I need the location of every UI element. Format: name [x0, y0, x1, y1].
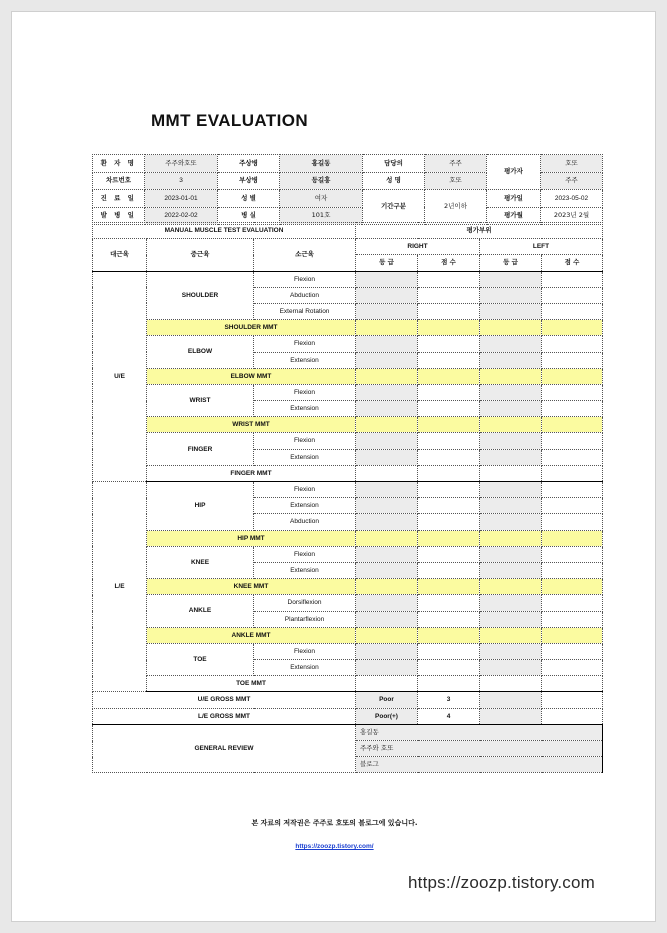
cell-left-grade[interactable]: [480, 320, 542, 336]
cell-left-score[interactable]: [542, 465, 603, 481]
label-period-type: 기간구분: [363, 190, 425, 225]
muscle-summary-label: ELBOW MMT: [147, 368, 356, 384]
table-row: [93, 546, 603, 562]
value-evaluator-sub: 주주: [541, 172, 603, 190]
motion-name: Extension: [254, 562, 356, 578]
col-head-right: RIGHT: [356, 239, 480, 255]
cell-left-score[interactable]: [542, 401, 603, 417]
motion-name: Extension: [254, 352, 356, 368]
muscle-summary-label: KNEE MMT: [147, 579, 356, 595]
cell-right-score[interactable]: [418, 336, 480, 352]
cell-right-grade[interactable]: [356, 579, 418, 595]
cell-left-score[interactable]: [542, 627, 603, 643]
cell-left-score[interactable]: [542, 579, 603, 595]
motion-name: Extension: [254, 449, 356, 465]
muscle-name: TOE: [147, 643, 254, 675]
cell-right-score[interactable]: [418, 449, 480, 465]
cell-left-grade[interactable]: [480, 498, 542, 514]
label-eval-period: 평가월: [487, 207, 541, 225]
cell-left-grade[interactable]: [480, 546, 542, 562]
cell-left-grade[interactable]: [480, 352, 542, 368]
cell-right-grade[interactable]: [356, 643, 418, 659]
cell-right-score[interactable]: [418, 320, 480, 336]
motion-name: Abduction: [254, 514, 356, 530]
cell-right-grade[interactable]: [356, 627, 418, 643]
watermark-url: https://zoozp.tistory.com: [408, 873, 596, 892]
label-sub-diagnosis: 부상병: [218, 172, 280, 190]
cell-right-grade[interactable]: [356, 368, 418, 384]
cell-left-grade[interactable]: [480, 530, 542, 546]
cell-right-score[interactable]: [418, 660, 480, 676]
cell-right-grade[interactable]: [356, 514, 418, 530]
value-chart-number: 3: [145, 172, 218, 190]
table-row: [93, 676, 603, 692]
blog-link[interactable]: https://zoozp.tistory.com/: [295, 843, 374, 850]
label-eval-date: 평가일: [487, 190, 541, 208]
table-row: [93, 384, 603, 400]
motion-name: Flexion: [254, 482, 356, 498]
cell-right-score[interactable]: [418, 384, 480, 400]
cell-right-grade[interactable]: [356, 530, 418, 546]
muscle-summary-label: HIP MMT: [147, 530, 356, 546]
cell-left-grade[interactable]: [480, 287, 542, 303]
cell-right-grade[interactable]: [356, 384, 418, 400]
table-row: [93, 417, 603, 433]
cell-right-grade[interactable]: [356, 611, 418, 627]
cell-left-grade[interactable]: [480, 465, 542, 481]
value-period-type: 2년이하: [425, 190, 487, 225]
cell-left-score[interactable]: [542, 320, 603, 336]
cell-left-score[interactable]: [542, 417, 603, 433]
cell-left-score[interactable]: [542, 384, 603, 400]
cell-left-score[interactable]: [542, 643, 603, 659]
cell-right-grade[interactable]: [356, 465, 418, 481]
cell-left-grade[interactable]: [480, 595, 542, 611]
motion-name: Flexion: [254, 546, 356, 562]
value-sex: 여자: [280, 190, 363, 208]
cell-left-grade[interactable]: [480, 433, 542, 449]
table-row: [93, 368, 603, 384]
cell-right-score[interactable]: [418, 579, 480, 595]
cell-left-grade[interactable]: [480, 271, 542, 287]
cell-left-grade[interactable]: [480, 660, 542, 676]
cell-left-score[interactable]: [542, 530, 603, 546]
cell-left-score[interactable]: [542, 595, 603, 611]
col-head-right-grade: 등 급: [356, 255, 418, 271]
general-review-line[interactable]: 주주와 호또: [356, 741, 603, 757]
cell-right-score[interactable]: [418, 498, 480, 514]
gross-mmt-score[interactable]: 4: [418, 708, 480, 724]
cell-right-grade[interactable]: [356, 271, 418, 287]
table-row: [93, 627, 603, 643]
cell-right-grade[interactable]: [356, 595, 418, 611]
cell-left-score[interactable]: [542, 660, 603, 676]
cell-left-score[interactable]: [542, 498, 603, 514]
cell-right-score[interactable]: [418, 611, 480, 627]
table-row: [93, 724, 603, 740]
mmt-evaluation-table: [92, 222, 603, 773]
motion-name: Extension: [254, 498, 356, 514]
cell-left-grade[interactable]: [480, 384, 542, 400]
cell-left-score[interactable]: [542, 352, 603, 368]
table-row: [93, 239, 603, 255]
cell-right-grade[interactable]: [356, 449, 418, 465]
motion-name: Abduction: [254, 287, 356, 303]
cell-right-score[interactable]: [418, 401, 480, 417]
cell-right-grade[interactable]: [356, 303, 418, 319]
value-patient-name: 주주와호또: [145, 155, 218, 173]
gross-mmt-label: L/E GROSS MMT: [93, 708, 356, 724]
cell-right-grade[interactable]: [356, 546, 418, 562]
table-row: [93, 595, 603, 611]
table-row: [93, 643, 603, 659]
cell-left-score[interactable]: [542, 287, 603, 303]
muscle-name: KNEE: [147, 546, 254, 578]
general-review-line[interactable]: 홍길동: [356, 724, 603, 740]
table-row: [93, 320, 603, 336]
cell-right-grade[interactable]: [356, 482, 418, 498]
table-row: [93, 271, 603, 287]
muscle-summary-label: FINGER MMT: [147, 465, 356, 481]
table-row: [93, 223, 603, 239]
cell-left-grade[interactable]: [480, 303, 542, 319]
cell-right-score[interactable]: [418, 465, 480, 481]
label-chart-number: 차트번호: [93, 172, 145, 190]
label-patient-name: 환 자 명: [93, 155, 145, 173]
cell-left-grade[interactable]: [480, 514, 542, 530]
cell-left-score[interactable]: [542, 433, 603, 449]
col-head-minor: 소근육: [254, 239, 356, 271]
motion-name: Extension: [254, 401, 356, 417]
gross-mmt-grade-left[interactable]: [480, 708, 542, 724]
label-sex: 성 별: [218, 190, 280, 208]
table-row: [93, 155, 603, 173]
cell-right-grade[interactable]: [356, 433, 418, 449]
col-head-major: 대근육: [93, 239, 147, 271]
col-head-left-score: 점 수: [542, 255, 603, 271]
muscle-name: WRIST: [147, 384, 254, 416]
general-review-line[interactable]: 블로그: [356, 757, 603, 773]
copyright-note: 본 자료의 저작권은 주주로 호또의 블로그에 있습니다.: [251, 819, 418, 827]
col-head-left: LEFT: [480, 239, 603, 255]
cell-right-score[interactable]: [418, 303, 480, 319]
table-row: [93, 336, 603, 352]
cell-left-grade[interactable]: [480, 336, 542, 352]
motion-name: Flexion: [254, 643, 356, 659]
motion-name: Flexion: [254, 384, 356, 400]
cell-right-score[interactable]: [418, 514, 480, 530]
cell-left-score[interactable]: [542, 303, 603, 319]
gross-mmt-score-left[interactable]: [542, 692, 603, 708]
label-onset-date: 발 병 일: [93, 207, 145, 225]
cell-right-score[interactable]: [418, 287, 480, 303]
cell-right-grade[interactable]: [356, 352, 418, 368]
cell-right-grade[interactable]: [356, 336, 418, 352]
cell-right-grade[interactable]: [356, 676, 418, 692]
cell-left-grade[interactable]: [480, 579, 542, 595]
cell-left-grade[interactable]: [480, 368, 542, 384]
muscle-name: ANKLE: [147, 595, 254, 627]
cell-right-score[interactable]: [418, 271, 480, 287]
muscle-name: ELBOW: [147, 336, 254, 368]
label-visit-date: 진 료 일: [93, 190, 145, 208]
cell-left-score[interactable]: [542, 368, 603, 384]
document-page: [11, 11, 656, 922]
cell-right-grade[interactable]: [356, 417, 418, 433]
motion-name: External Rotation: [254, 303, 356, 319]
col-head-right-score: 점 수: [418, 255, 480, 271]
table-row: [93, 708, 603, 724]
cell-right-grade[interactable]: [356, 320, 418, 336]
cell-right-score[interactable]: [418, 352, 480, 368]
gross-mmt-grade-left[interactable]: [480, 692, 542, 708]
cell-right-score[interactable]: [418, 368, 480, 384]
value-eval-date: 2023-05-02: [541, 190, 603, 208]
label-main-diagnosis: 주상병: [218, 155, 280, 173]
cell-left-score[interactable]: [542, 546, 603, 562]
cell-left-grade[interactable]: [480, 482, 542, 498]
cell-left-score[interactable]: [542, 676, 603, 692]
cell-left-score[interactable]: [542, 514, 603, 530]
cell-left-score[interactable]: [542, 449, 603, 465]
value-doctor: 주주: [425, 155, 487, 173]
table-row: [93, 530, 603, 546]
value-visit-date: 2023-01-01: [145, 190, 218, 208]
cell-right-score[interactable]: [418, 595, 480, 611]
region-label-le: [93, 482, 147, 692]
mmt-region-title: 평가부위: [356, 223, 603, 239]
value-evaluator: 호또: [541, 155, 603, 173]
cell-right-grade[interactable]: [356, 660, 418, 676]
patient-info-table: [92, 154, 603, 225]
gross-mmt-label: U/E GROSS MMT: [93, 692, 356, 708]
cell-left-grade[interactable]: [480, 401, 542, 417]
cell-right-grade[interactable]: [356, 562, 418, 578]
motion-name: Flexion: [254, 336, 356, 352]
cell-right-score[interactable]: [418, 643, 480, 659]
cell-right-score[interactable]: [418, 433, 480, 449]
muscle-name: HIP: [147, 482, 254, 531]
cell-left-grade[interactable]: [480, 417, 542, 433]
cell-left-score[interactable]: [542, 482, 603, 498]
cell-left-grade[interactable]: [480, 627, 542, 643]
cell-left-grade[interactable]: [480, 676, 542, 692]
label-room: 병 실: [218, 207, 280, 225]
table-row: [93, 692, 603, 708]
muscle-summary-label: ANKLE MMT: [147, 627, 356, 643]
motion-name: Flexion: [254, 271, 356, 287]
label-doctor-name: 성 명: [363, 172, 425, 190]
cell-left-score[interactable]: [542, 562, 603, 578]
value-main-diagnosis: 홍길동: [280, 155, 363, 173]
motion-name: Extension: [254, 660, 356, 676]
table-row: [93, 433, 603, 449]
label-evaluator: 평가자: [487, 155, 541, 190]
motion-name: Dorsiflexion: [254, 595, 356, 611]
col-head-mid: 중근육: [147, 239, 254, 271]
label-doctor: 담당의: [363, 155, 425, 173]
mmt-section-title: MANUAL MUSCLE TEST EVALUATION: [93, 223, 356, 239]
cell-right-score[interactable]: [418, 562, 480, 578]
muscle-summary-label: WRIST MMT: [147, 417, 356, 433]
gross-mmt-score-left[interactable]: [542, 708, 603, 724]
cell-left-grade[interactable]: [480, 611, 542, 627]
table-row: [93, 190, 603, 208]
value-onset-date: 2022-02-02: [145, 207, 218, 225]
gross-mmt-grade[interactable]: Poor(+): [356, 708, 418, 724]
value-sub-diagnosis: 등길훙: [280, 172, 363, 190]
cell-right-grade[interactable]: [356, 287, 418, 303]
col-head-left-grade: 등 급: [480, 255, 542, 271]
table-row: [93, 579, 603, 595]
value-room: 101호: [280, 207, 363, 225]
cell-right-score[interactable]: [418, 482, 480, 498]
muscle-name: FINGER: [147, 433, 254, 465]
cell-right-score[interactable]: [418, 627, 480, 643]
region-label-ue: [93, 271, 147, 481]
cell-left-score[interactable]: [542, 336, 603, 352]
motion-name: Flexion: [254, 433, 356, 449]
region-label-text: U/E: [114, 372, 125, 380]
gross-mmt-score[interactable]: 3: [418, 692, 480, 708]
general-review-label: GENERAL REVIEW: [93, 724, 356, 773]
value-eval-period: 2023년 2월: [541, 207, 603, 225]
cell-left-grade[interactable]: [480, 643, 542, 659]
cell-right-grade[interactable]: [356, 401, 418, 417]
table-row: [93, 482, 603, 498]
value-doctor-name: 호또: [425, 172, 487, 190]
cell-left-grade[interactable]: [480, 562, 542, 578]
table-row: [93, 465, 603, 481]
cell-left-score[interactable]: [542, 271, 603, 287]
cell-left-grade[interactable]: [480, 449, 542, 465]
muscle-name: SHOULDER: [147, 271, 254, 320]
cell-left-score[interactable]: [542, 611, 603, 627]
cell-right-score[interactable]: [418, 676, 480, 692]
cell-right-score[interactable]: [418, 530, 480, 546]
region-label-text: L/E: [114, 583, 125, 591]
muscle-summary-label: SHOULDER MMT: [147, 320, 356, 336]
muscle-summary-label: TOE MMT: [147, 676, 356, 692]
motion-name: Plantarflexion: [254, 611, 356, 627]
cell-right-score[interactable]: [418, 546, 480, 562]
cell-right-score[interactable]: [418, 417, 480, 433]
cell-right-grade[interactable]: [356, 498, 418, 514]
gross-mmt-grade[interactable]: Poor: [356, 692, 418, 708]
page-title: MMT EVALUATION: [151, 111, 309, 130]
